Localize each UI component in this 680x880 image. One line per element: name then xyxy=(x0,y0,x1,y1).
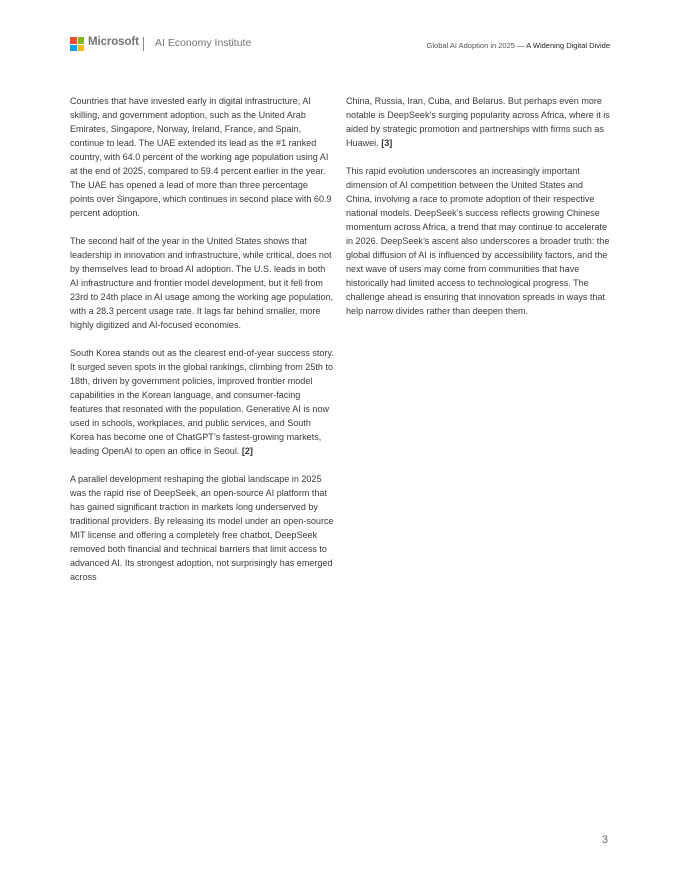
report-title-main: Global AI Adoption in 2025 xyxy=(426,41,515,50)
citation-ref[interactable]: [2] xyxy=(241,446,253,456)
paragraph: South Korea stands out as the clearest end-of-year success story. It surged seven spots in the global rankings, climbing from 25th to 18th, driven by government policies, improved frontier model capabilities in the Korean language, and consumer-facing features that resonated with the population. Generative AI is now used in schools, workplaces, and public services, and South Korea has become one of ChatGPT’s fastest-growing markets, leading OpenAI to open an office in Seoul. [2] xyxy=(70,348,334,456)
paragraph: Countries that have invested early in digital infrastructure, AI skilling, and government adoption, such as the United Arab Emirates, Singapore, Norway, Ireland, France, and Spain, continue to lead. The UAE extended its lead as the #1 ranked country, with 64.0 percent of the working age population using AI at the end of 2025, compared to 59.4 percent earlier in the year. The UAE has opened a lead of more than three percentage points over Singapore, which continues in second place with 60.9 percent adoption. xyxy=(70,96,332,218)
paragraph: The second half of the year in the United States shows that leadership in innovation and infrastructure, while critical, does not by themselves lead to broad AI adoption. The U.S. leads in both AI infrastructure and frontier model development, but it fell from 23rd to 24th place in AI usage among the working age population, with a 28.3 percent usage rate. It lags far behind smaller, more highly digitized and AI-focused economies. xyxy=(70,236,334,330)
microsoft-logo-icon xyxy=(70,37,84,51)
report-subtitle: A Widening Digital Divide xyxy=(526,41,610,50)
paragraph: A parallel development reshaping the global landscape in 2025 was the rapid rise of DeepSeek, an open-source AI platform that has gained significant traction in markets long underserved by traditional providers. By releasing its model under an open-source MIT license and offering a completely free chatbot, DeepSeek removed both financial and technical barriers that limit access to advanced AI. Its strongest adoption, not surprisingly has emerged across xyxy=(70,474,334,582)
paragraph: China, Russia, Iran, Cuba, and Belarus. But perhaps even more notable is DeepSeek’s surging popularity across Africa, where it is aided by strategic promotion and partnerships with firms such as Huawei. [3] xyxy=(346,96,610,148)
page-number: 3 xyxy=(601,834,608,846)
citation-ref[interactable]: [3] xyxy=(381,138,393,148)
header-divider xyxy=(143,37,144,51)
institute-name: AI Economy Institute xyxy=(155,37,252,49)
brand-name: Microsoft xyxy=(88,36,139,48)
page-header xyxy=(70,36,610,56)
left-column xyxy=(70,94,334,598)
report-title xyxy=(427,41,610,50)
right-column xyxy=(346,94,610,332)
paragraph: This rapid evolution underscores an increasingly important dimension of AI competition between the United States and China, involving a race to promote adoption of their respective national models. DeepSeek’s success reflects growing Chinese momentum across Africa, a trend that may continue to accelerate in 2026. DeepSeek’s ascent also underscores a broader truth: the global diffusion of AI is influenced by accessibility factors, and the next wave of users may come from communities that have historically had limited access to technological progress. The challenge ahead is ensuring that innovation spreads in ways that help narrow divides rather than deepen them. xyxy=(346,166,610,316)
report-title-separator: — xyxy=(514,41,527,50)
